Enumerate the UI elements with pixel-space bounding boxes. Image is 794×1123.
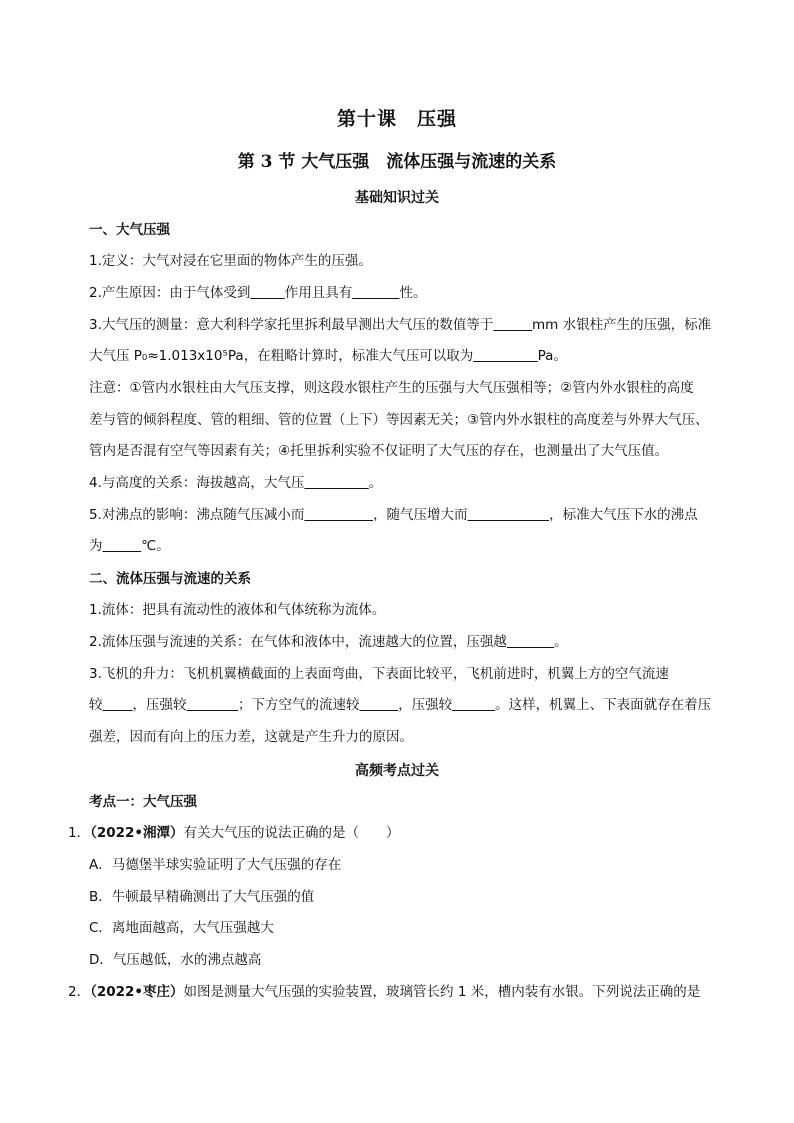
- part1-altitude: 4.与高度的关系：海拔越高，大气压 。: [89, 475, 383, 491]
- blank: [103, 697, 133, 713]
- question-2: 2．（2022•枣庄）如图是测量大气压强的实验装置，玻璃管长约 1 米，槽内装有水银。下列说法正确的是: [68, 984, 701, 1000]
- part2-fluid: 1.流体：把具有流动性的液体和气体统称为流体。: [89, 602, 386, 618]
- part1-definition: 1.定义：大气对浸在它里面的物体产生的压强。: [89, 253, 372, 269]
- part1-note-line1: 注意：①管内水银柱由大气压支撑，则这段水银柱产生的压强与大气压强相等；②管内外水银柱的高度: [89, 380, 694, 396]
- part2-heading: 二、流体压强与流速的关系: [89, 571, 251, 587]
- part1-note-line2: 差与管的倾斜程度、管的粗细、管的位置（上下）等因素无关；③管内外水银柱的高度差与外界大气压、: [89, 412, 709, 428]
- part2-lift-end: 强差，因而有向上的压力差，这就是产生升力的原因。: [89, 729, 413, 745]
- part1-heading: 一、大气压强: [89, 222, 170, 238]
- part1-boiling: 5.对沸点的影响：沸点随气压减小而 ，随气压增大而 ，标准大气压下水的沸点: [89, 507, 698, 523]
- high-frequency-heading: 高频考点过关: [355, 763, 439, 779]
- blank: [352, 285, 399, 301]
- blank: [360, 697, 399, 713]
- part2-lift: 3.飞机的升力：飞机机翼横截面的上表面弯曲，下表面比较平，飞机前进时，机翼上方的空气流速: [89, 666, 669, 682]
- q1-option-d: D．气压越低，水的沸点越高: [89, 952, 262, 968]
- part1-cause: 2.产生原因：由于气体受到 作用且具有 性。: [89, 285, 427, 301]
- blank: [304, 475, 368, 491]
- q1-option-b: B．牛顿最早精确测出了大气压强的值: [89, 889, 315, 905]
- lesson-title: 第十课 压强: [336, 108, 457, 130]
- blank: [250, 285, 284, 301]
- basic-knowledge-heading: 基础知识过关: [355, 190, 439, 206]
- section-subtitle: 第 3 节 大气压强 流体压强与流速的关系: [237, 152, 557, 172]
- blank: [473, 348, 537, 364]
- exam-point-1: 考点一：大气压强: [89, 794, 197, 810]
- part1-measurement: 3.大气压的测量：意大利科学家托里拆利最早测出大气压的数值等于 mm 水银柱产生的压强，标准: [89, 317, 712, 333]
- blank: [103, 538, 142, 554]
- part2-relation: 2.流体压强与流速的关系：在气体和液体中，流速越大的位置，压强越 。: [89, 634, 568, 650]
- blank: [507, 634, 554, 650]
- q1-option-c: C．离地面越高，大气压强越大: [89, 920, 274, 936]
- blank: [452, 697, 495, 713]
- blank: [493, 317, 532, 333]
- blank: [468, 507, 550, 523]
- part2-lift-cont: 较 ，压强较 ；下方空气的流速较 ，压强较 。这样，机翼上、下表面就存在着压: [89, 697, 712, 713]
- part1-note-line3: 管内是否混有空气等因素有关；④托里拆利实验不仅证明了大气压的存在，也测量出了大气压值。: [89, 443, 669, 459]
- part1-measurement-cont: 大气压 P₀≈1.013x10⁵Pa，在粗略计算时，标准大气压可以取为 Pa。: [89, 348, 567, 364]
- question-1: 1．（2022•湘潭）有关大气压的说法正确的是（ ）: [68, 825, 400, 841]
- blank: [304, 507, 373, 523]
- blank: [187, 697, 239, 713]
- question-source: （2022•枣庄）: [90, 984, 184, 1000]
- q1-option-a: A．马德堡半球实验证明了大气压强的存在: [89, 857, 342, 873]
- question-source: （2022•湘潭）: [90, 825, 184, 841]
- part1-boiling-cont: 为 ℃。: [89, 538, 170, 554]
